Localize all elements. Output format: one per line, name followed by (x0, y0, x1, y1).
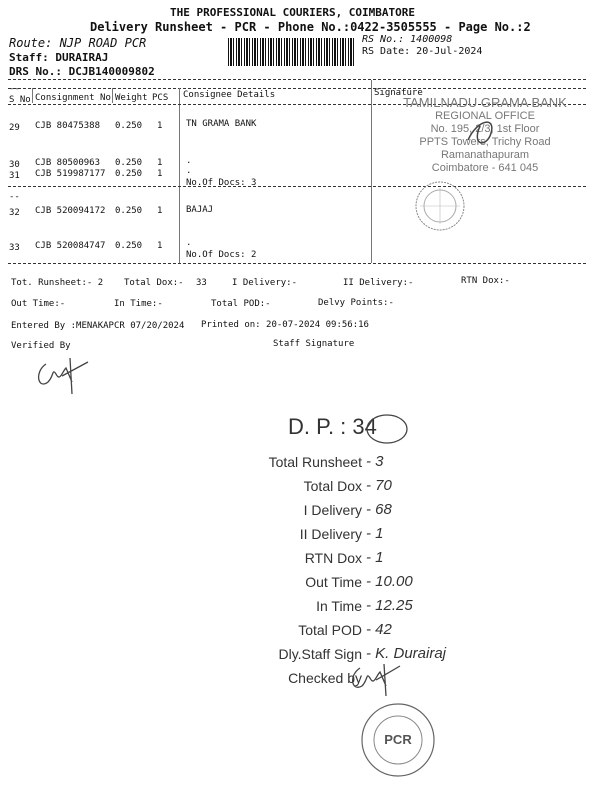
hw-value: - 3 (366, 453, 384, 470)
col-consignee: Consignee Details (183, 90, 276, 100)
ii-delivery: II Delivery:- (343, 278, 414, 288)
row-weight: 0.250 (115, 158, 143, 168)
hw-label: Total Runsheet (268, 454, 362, 470)
group-dash: -- (9, 192, 20, 202)
row-details: BAJAJ (186, 205, 214, 215)
i-delivery: I Delivery:- (232, 278, 298, 288)
row-consignment: CJB 520094172 (35, 206, 106, 216)
row-sno: 33 (9, 243, 20, 253)
row-pcs: 1 (157, 121, 163, 131)
hw-value: - 1 (366, 525, 384, 542)
row-weight: 0.250 (115, 121, 143, 131)
docs-count: No.Of Docs: 3 (186, 178, 257, 188)
stamp-line: Coimbatore - 641 045 (431, 162, 539, 174)
hw-value: - 1 (366, 549, 384, 566)
col-sno: S No (9, 95, 31, 105)
dp-note: D. P. : 34 (288, 414, 377, 439)
row-pcs: 1 (157, 241, 163, 251)
staff-signature-label: Staff Signature (273, 339, 355, 349)
signature-marks (380, 96, 590, 256)
hw-value: - 70 (366, 477, 392, 494)
hw-label: RTN Dox (304, 550, 362, 566)
total-pod: Total POD:- (211, 299, 271, 309)
rs-date: RS Date: 20-Jul-2024 (362, 46, 483, 57)
row-weight: 0.250 (115, 241, 143, 251)
row-weight: 0.250 (115, 206, 143, 216)
row-pcs: 1 (157, 158, 163, 168)
barcode (228, 38, 356, 66)
row-sno: 29 (9, 123, 20, 133)
rtn-dox: RTN Dox:- (461, 276, 510, 286)
stamp-line: PPTS Towers, Trichy Road (419, 136, 551, 148)
row-details: . (186, 156, 192, 166)
row-consignment: CJB 80500963 (35, 158, 101, 168)
delvy-points: Delvy Points:- (318, 298, 394, 308)
divider (8, 263, 586, 264)
runsheet-subtitle: Delivery Runsheet - PCR - Phone No.:0422-3505555 - Page No.:2 (90, 20, 531, 34)
pcr-stamp-text: PCR (384, 732, 412, 747)
verified-by: Verified By (11, 341, 71, 351)
row-weight: 0.250 (115, 169, 143, 179)
total-dox-label: Total Dox:- (124, 278, 184, 288)
col-pcs: PCS (152, 93, 169, 103)
hw-label: Total Dox (303, 478, 362, 494)
hw-label: I Delivery (303, 502, 362, 518)
rs-number: RS No.: 1400098 (362, 34, 453, 45)
drs-number: DRS No.: DCJB140009802 (9, 65, 155, 78)
handwritten-labels (252, 450, 362, 690)
tot-runsheet: Tot. Runsheet:- 2 (11, 278, 104, 288)
col-weight: Weight (115, 93, 148, 103)
pcr-stamp (356, 698, 440, 782)
route: Route: NJP ROAD PCR (9, 36, 147, 50)
staff: Staff: DURAIRAJ (9, 51, 109, 64)
row-details: TN GRAMA BANK (186, 119, 257, 129)
hw-label: In Time (316, 598, 362, 614)
stamp-line: REGIONAL OFFICE (435, 110, 535, 122)
in-time: In Time:- (114, 299, 163, 309)
hw-label: Total POD (298, 622, 362, 638)
hw-value: - 68 (366, 501, 392, 518)
entered-by: Entered By :MENAKAPCR 07/20/2024 (11, 321, 185, 331)
hw-label: Dly.Staff Sign (278, 646, 362, 662)
verified-signature (32, 352, 102, 402)
checked-signature (346, 660, 406, 700)
col-signature: Signature (374, 88, 423, 98)
row-pcs: 1 (157, 169, 163, 179)
hw-label: Checked by (288, 670, 362, 686)
row-consignment: CJB 520084747 (35, 241, 106, 251)
row-sno: 31 (9, 171, 20, 181)
row-consignment: CJB 80475388 (35, 121, 101, 131)
total-dox-value: 33 (196, 278, 207, 288)
dp-circle (364, 412, 410, 446)
divider (8, 88, 586, 89)
hw-value: - 10.00 (366, 573, 413, 590)
company-title: THE PROFESSIONAL COURIERS, COIMBATORE (170, 6, 416, 19)
stamp-line: TAMILNADU GRAMA BANK (403, 95, 567, 110)
row-details: . (186, 238, 192, 248)
out-time: Out Time:- (11, 299, 66, 309)
docs-count: No.Of Docs: 2 (186, 250, 257, 260)
hw-value: - 42 (366, 621, 392, 638)
hw-value: - 12.25 (366, 597, 413, 614)
col-consignment: Consignment No (35, 93, 111, 103)
printed-on: Printed on: 20-07-2024 09:56:16 (201, 320, 369, 330)
hw-label: II Delivery (299, 526, 362, 542)
handwritten-values (366, 450, 446, 666)
stamp-line: Ramanathapuram (440, 149, 530, 161)
hw-value: - K. Durairaj (366, 645, 447, 662)
row-sno: 30 (9, 160, 20, 170)
row-sno: 32 (9, 208, 20, 218)
divider (8, 79, 586, 80)
row-consignment: CJB 519987177 (35, 169, 106, 179)
sno-dash: -- (9, 84, 20, 94)
row-details: . (186, 166, 192, 176)
stamp-line: No. 195, 2/3, 1st Floor (430, 123, 540, 135)
row-pcs: 1 (157, 206, 163, 216)
hw-label: Out Time (305, 574, 362, 590)
